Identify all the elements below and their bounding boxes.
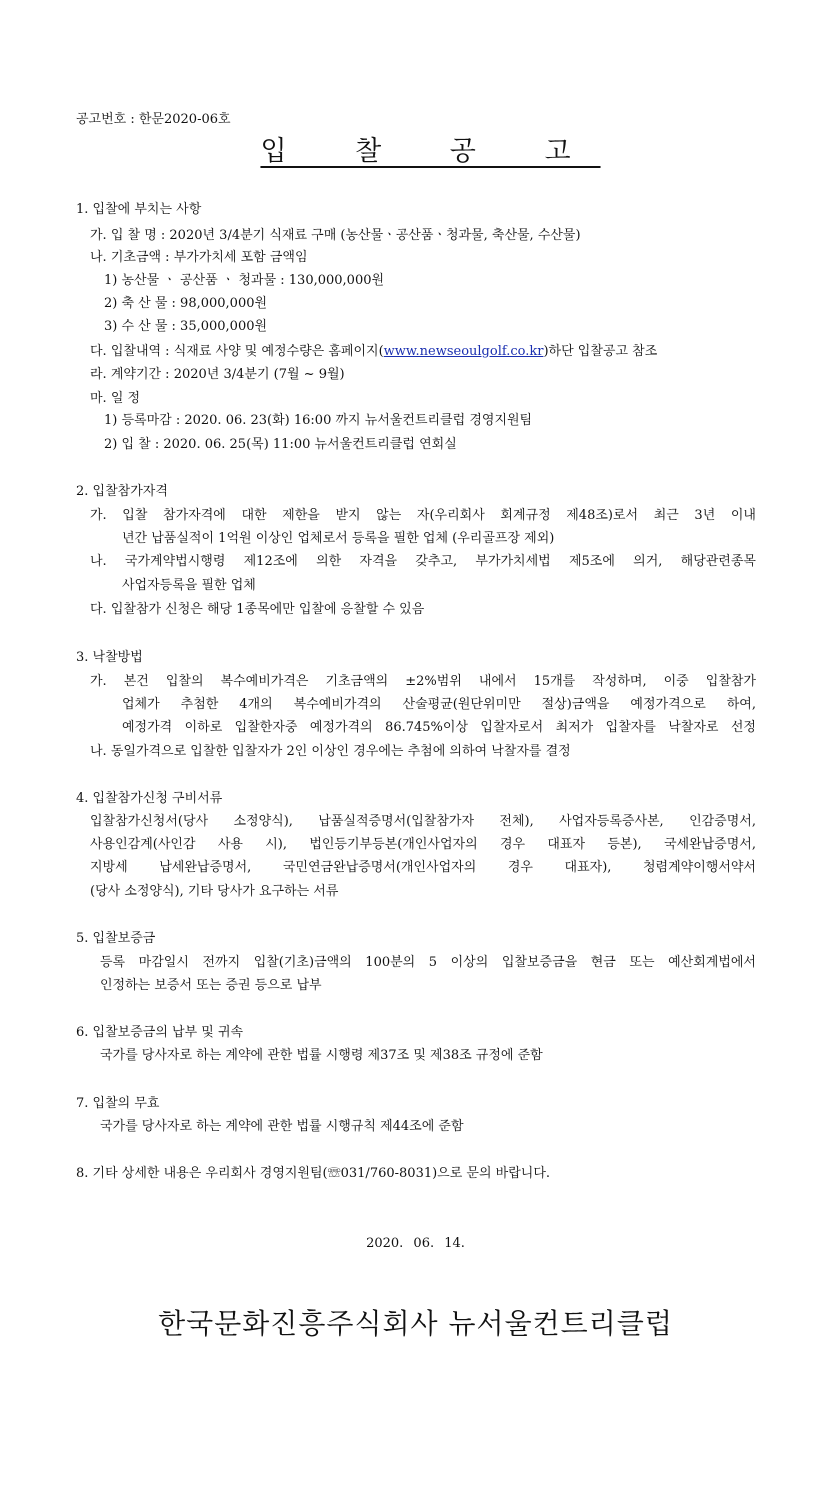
section-1-heading: 1. 입찰에 부치는 사항 (76, 202, 202, 217)
award-method-a-line1: 가. 본건 입찰의 복수예비가격은 기초금액의 ±2%범위 내에서 15개를 작성하며, 이중 입찰참가 (90, 674, 756, 689)
section-5-heading: 5. 입찰보증금 (76, 931, 156, 946)
bid-date: 2) 입 찰 : 2020. 06. 25(목) 11:00 뉴서울컨트리클럽 연회실 (104, 437, 457, 452)
base-amount: 나. 기초금액 : 부가가치세 포함 금액임 (90, 250, 308, 265)
qualification-b-line2: 사업자등록을 필한 업체 (122, 578, 256, 593)
schedule-heading: 마. 일 정 (90, 391, 141, 406)
contract-period: 라. 계약기간 : 2020년 3/4분기 (7월 ~ 9월) (90, 367, 345, 382)
qualification-c: 다. 입찰참가 신청은 해당 1종목에만 입찰에 응찰할 수 있음 (90, 602, 425, 617)
documents-line3: 지방세 납세완납증명서, 국민연금완납증명서(개인사업자의 경우 대표자), 청렴계약이행서약서 (90, 860, 756, 875)
bid-deposit-line1: 등록 마감일시 전까지 입찰(기초)금액의 100분의 5 이상의 입찰보증금을 현금 또는 예산회계법에서 (100, 955, 756, 970)
section-4-heading: 4. 입찰참가신청 구비서류 (76, 791, 223, 806)
award-method-b: 나. 동일가격으로 입찰한 입찰자가 2인 이상인 경우에는 추첨에 의하여 낙찰자를 결정 (90, 744, 571, 759)
registration-deadline: 1) 등록마감 : 2020. 06. 23(화) 16:00 까지 뉴서울컨트리클럽 경영지원팀 (104, 413, 533, 428)
qualification-b-line1: 나. 국가계약법시행령 제12조에 의한 자격을 갖추고, 부가가치세법 제5조에 의거, 해당관련종목 (90, 554, 756, 569)
invalidity-rule: 국가를 당사자로 하는 계약에 관한 법률 시행규칙 제44조에 준함 (100, 1119, 464, 1134)
bid-details-suffix: )하단 입찰공고 참조 (543, 344, 658, 359)
bid-details (90, 342, 657, 362)
section-6-heading: 6. 입찰보증금의 납부 및 귀속 (76, 1025, 244, 1040)
award-method-a-line3: 예정가격 이하로 입찰한자중 예정가격의 86.745%이상 입찰자로서 최저가 입찰자를 낙찰자로 선정 (122, 720, 756, 735)
notice-date: 2020. 06. 14. (366, 1236, 465, 1251)
bid-deposit-line2: 인정하는 보증서 또는 증권 등으로 납부 (100, 978, 322, 993)
section-7-heading: 7. 입찰의 무효 (76, 1096, 160, 1111)
bid-name: 가. 입 찰 명 : 2020년 3/4분기 식재료 구매 (농산물ㆍ공산품ㆍ청과물, 축산물, 수산물) (90, 228, 581, 243)
section-8-contact: 8. 기타 상세한 내용은 우리회사 경영지원팀(☏031/760-8031)으로 문의 바랍니다. (76, 1166, 551, 1181)
section-2-heading: 2. 입찰참가자격 (76, 484, 168, 499)
amount-produce: 1) 농산물 ㆍ 공산품 ㆍ 청과물 : 130,000,000원 (104, 273, 385, 288)
documents-line4: (당사 소정양식), 기타 당사가 요구하는 서류 (90, 884, 339, 899)
bid-details-text: 다. 입찰내역 : 식재료 사양 및 예정수량은 홈페이지( (90, 344, 384, 359)
notice-number: 공고번호 : 한문2020-06호 (76, 112, 231, 127)
deposit-rule: 국가를 당사자로 하는 계약에 관한 법률 시행령 제37조 및 제38조 규정에 준함 (100, 1048, 543, 1063)
amount-seafood: 3) 수 산 물 : 35,000,000원 (104, 319, 268, 334)
qualification-a-line2: 년간 납품실적이 1억원 이상인 업체로서 등록을 필한 업체 (우리골프장 제외) (122, 531, 555, 546)
page-title: 입 찰 공 고 (260, 136, 601, 167)
homepage-link[interactable]: www.newseoulgolf.co.kr (383, 344, 544, 359)
documents-line1: 입찰참가신청서(당사 소정양식), 납품실적증명서(입찰참가자 전체), 사업자등록증사본, 인감증명서, (90, 814, 756, 829)
organization-name: 한국문화진흥주식회사 뉴서울컨트리클럽 (158, 1307, 673, 1340)
documents-line2: 사용인감계(사인감 사용 시), 법인등기부등본(개인사업자의 경우 대표자 등본), 국세완납증명서, (90, 837, 756, 852)
award-method-a-line2: 업체가 추첨한 4개의 복수예비가격의 산술평균(원단위미만 절상)금액을 예정가격으로 하여, (122, 697, 756, 712)
section-3-heading: 3. 낙찰방법 (76, 650, 143, 665)
qualification-a-line1: 가. 입찰 참가자격에 대한 제한을 받지 않는 자(우리회사 회계규정 제48조)로서 최근 3년 이내 (90, 508, 756, 523)
amount-livestock: 2) 축 산 물 : 98,000,000원 (104, 296, 268, 311)
